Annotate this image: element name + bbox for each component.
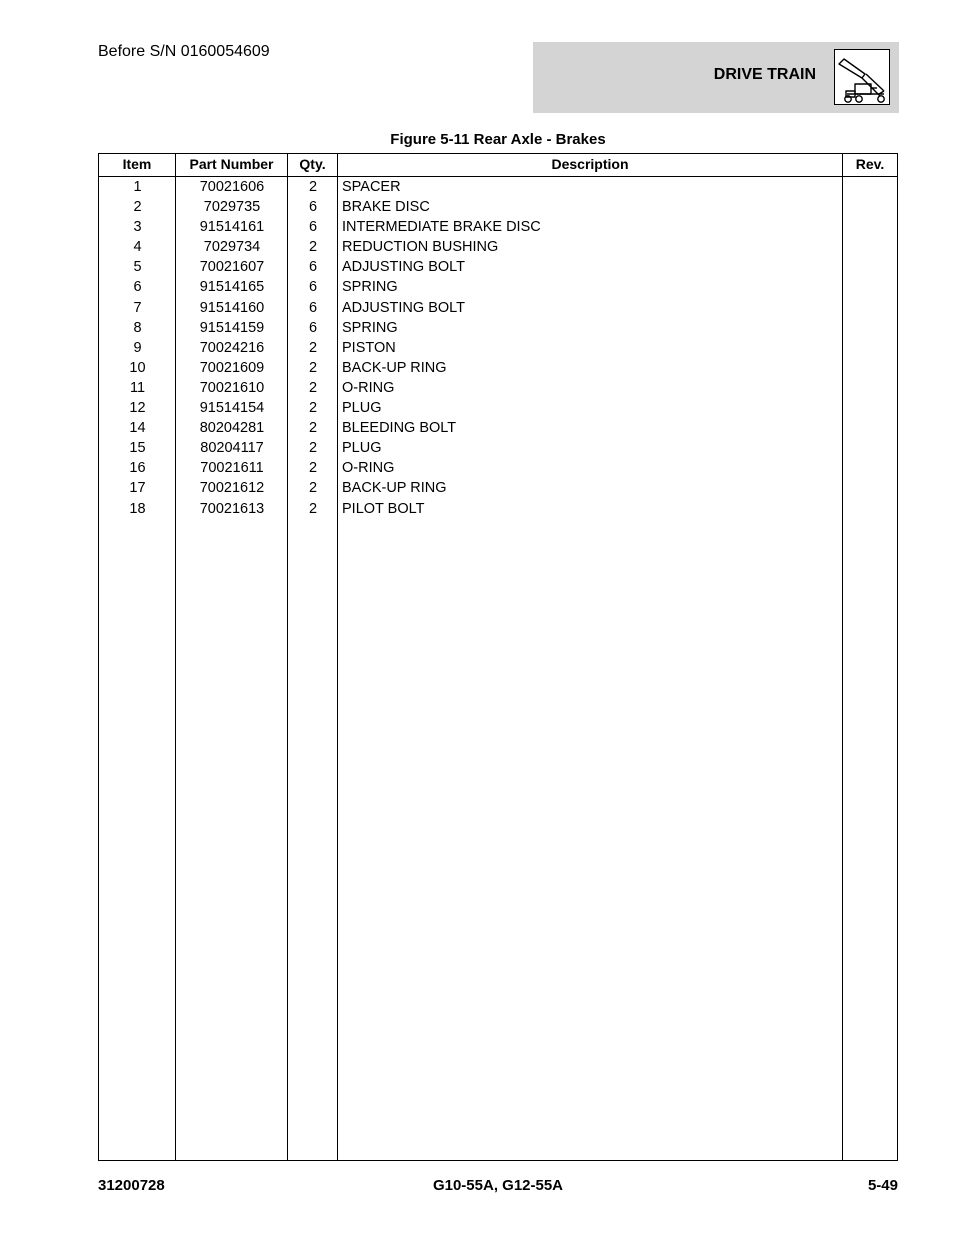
table-row — [99, 438, 897, 458]
item-cell: 10 — [129, 359, 146, 376]
column-header-item: Item — [122, 156, 152, 172]
description-cell: BRAKE DISC — [342, 199, 430, 216]
item-cell: 14 — [129, 420, 146, 437]
item-cell: 5 — [133, 259, 142, 276]
table-row — [99, 257, 897, 277]
part-number-cell: 70021610 — [199, 379, 265, 396]
table-row — [99, 217, 897, 237]
description-cell: SPRING — [342, 279, 398, 296]
table-row — [99, 398, 897, 418]
item-cell: 3 — [133, 219, 142, 236]
parts-table — [98, 153, 898, 1161]
part-number-cell: 7029734 — [203, 239, 261, 256]
part-number-cell: 70021611 — [200, 460, 264, 477]
table-row — [99, 277, 897, 297]
table-body — [99, 177, 897, 519]
part-number-cell: 91514154 — [199, 400, 265, 417]
part-number-cell: 91514165 — [199, 279, 265, 296]
table-row — [99, 458, 897, 478]
qty-cell: 2 — [308, 239, 318, 256]
table-row — [99, 318, 897, 338]
item-cell: 2 — [133, 199, 142, 216]
column-header-qty: Qty. — [299, 156, 326, 172]
item-cell: 18 — [129, 500, 146, 517]
part-number-cell: 70024216 — [199, 339, 265, 356]
qty-cell: 2 — [308, 339, 318, 356]
table-row — [99, 338, 897, 358]
qty-cell: 6 — [308, 199, 318, 216]
part-number-cell: 80204117 — [200, 440, 264, 457]
description-cell: BACK-UP RING — [342, 480, 447, 497]
qty-cell: 2 — [308, 179, 318, 195]
serial-range: Before S/N 0160054609 — [98, 43, 270, 60]
table-row — [99, 478, 897, 498]
section-title: DRIVE TRAIN — [713, 66, 816, 83]
qty-cell: 6 — [308, 279, 318, 296]
drive-train-machine-icon — [834, 49, 890, 105]
page-number: 5-49 — [867, 1177, 898, 1194]
qty-cell: 2 — [308, 400, 318, 417]
part-number-cell: 70021607 — [199, 259, 265, 276]
description-cell: PISTON — [342, 339, 396, 356]
part-number-cell: 91514161 — [199, 219, 265, 236]
qty-cell: 2 — [308, 379, 318, 396]
description-cell: REDUCTION BUSHING — [342, 239, 499, 256]
part-number-cell: 91514160 — [199, 299, 265, 316]
table-row — [99, 177, 897, 197]
description-cell: PILOT BOLT — [342, 500, 425, 517]
table-row — [99, 237, 897, 257]
description-cell: ADJUSTING BOLT — [342, 299, 465, 316]
qty-cell: 6 — [308, 319, 318, 336]
table-row — [99, 418, 897, 438]
part-number-cell: 7029735 — [203, 199, 261, 216]
description-cell: BLEEDING BOLT — [342, 420, 457, 437]
table-row — [99, 298, 897, 318]
figure-title: Figure 5-11 Rear Axle - Brakes — [390, 131, 606, 148]
part-number-cell: 70021613 — [199, 500, 265, 517]
qty-cell: 2 — [308, 359, 318, 376]
qty-cell: 6 — [308, 219, 318, 236]
description-cell: PLUG — [342, 400, 382, 417]
item-cell: 4 — [133, 239, 142, 256]
item-cell: 15 — [129, 440, 146, 457]
qty-cell: 2 — [308, 460, 318, 477]
item-cell: 12 — [129, 400, 146, 417]
model-numbers: G10-55A, G12-55A — [432, 1177, 564, 1194]
column-header-rev: Rev. — [855, 156, 885, 172]
column-header-part-number: Part Number — [189, 156, 274, 172]
description-cell: ADJUSTING BOLT — [342, 259, 465, 276]
item-cell: 9 — [133, 339, 142, 356]
item-cell: 8 — [133, 319, 142, 336]
description-cell: O-RING — [342, 379, 395, 396]
qty-cell: 2 — [308, 480, 318, 497]
description-cell: BACK-UP RING — [342, 359, 447, 376]
table-row — [99, 358, 897, 378]
table-row — [99, 197, 897, 217]
qty-cell: 2 — [308, 440, 318, 457]
part-number-cell: 70021606 — [199, 179, 265, 195]
part-number-cell: 80204281 — [199, 420, 265, 437]
part-number-cell: 70021612 — [199, 480, 265, 497]
item-cell: 11 — [129, 379, 146, 396]
qty-cell: 2 — [308, 500, 318, 517]
item-cell: 7 — [133, 299, 142, 316]
description-cell: SPACER — [342, 179, 401, 195]
column-header-description: Description — [551, 156, 629, 172]
table-row — [99, 499, 897, 519]
qty-cell: 6 — [308, 299, 318, 316]
qty-cell: 6 — [308, 259, 318, 276]
item-cell: 1 — [133, 179, 142, 195]
description-cell: INTERMEDIATE BRAKE DISC — [342, 219, 541, 236]
item-cell: 6 — [133, 279, 142, 296]
part-number-cell: 91514159 — [199, 319, 265, 336]
document-number: 31200728 — [98, 1177, 165, 1194]
description-cell: PLUG — [342, 440, 382, 457]
item-cell: 16 — [129, 460, 146, 477]
description-cell: SPRING — [342, 319, 398, 336]
table-row — [99, 378, 897, 398]
qty-cell: 2 — [308, 420, 318, 437]
section-tab — [533, 42, 899, 113]
part-number-cell: 70021609 — [199, 359, 265, 376]
item-cell: 17 — [129, 480, 146, 497]
description-cell: O-RING — [342, 460, 395, 477]
